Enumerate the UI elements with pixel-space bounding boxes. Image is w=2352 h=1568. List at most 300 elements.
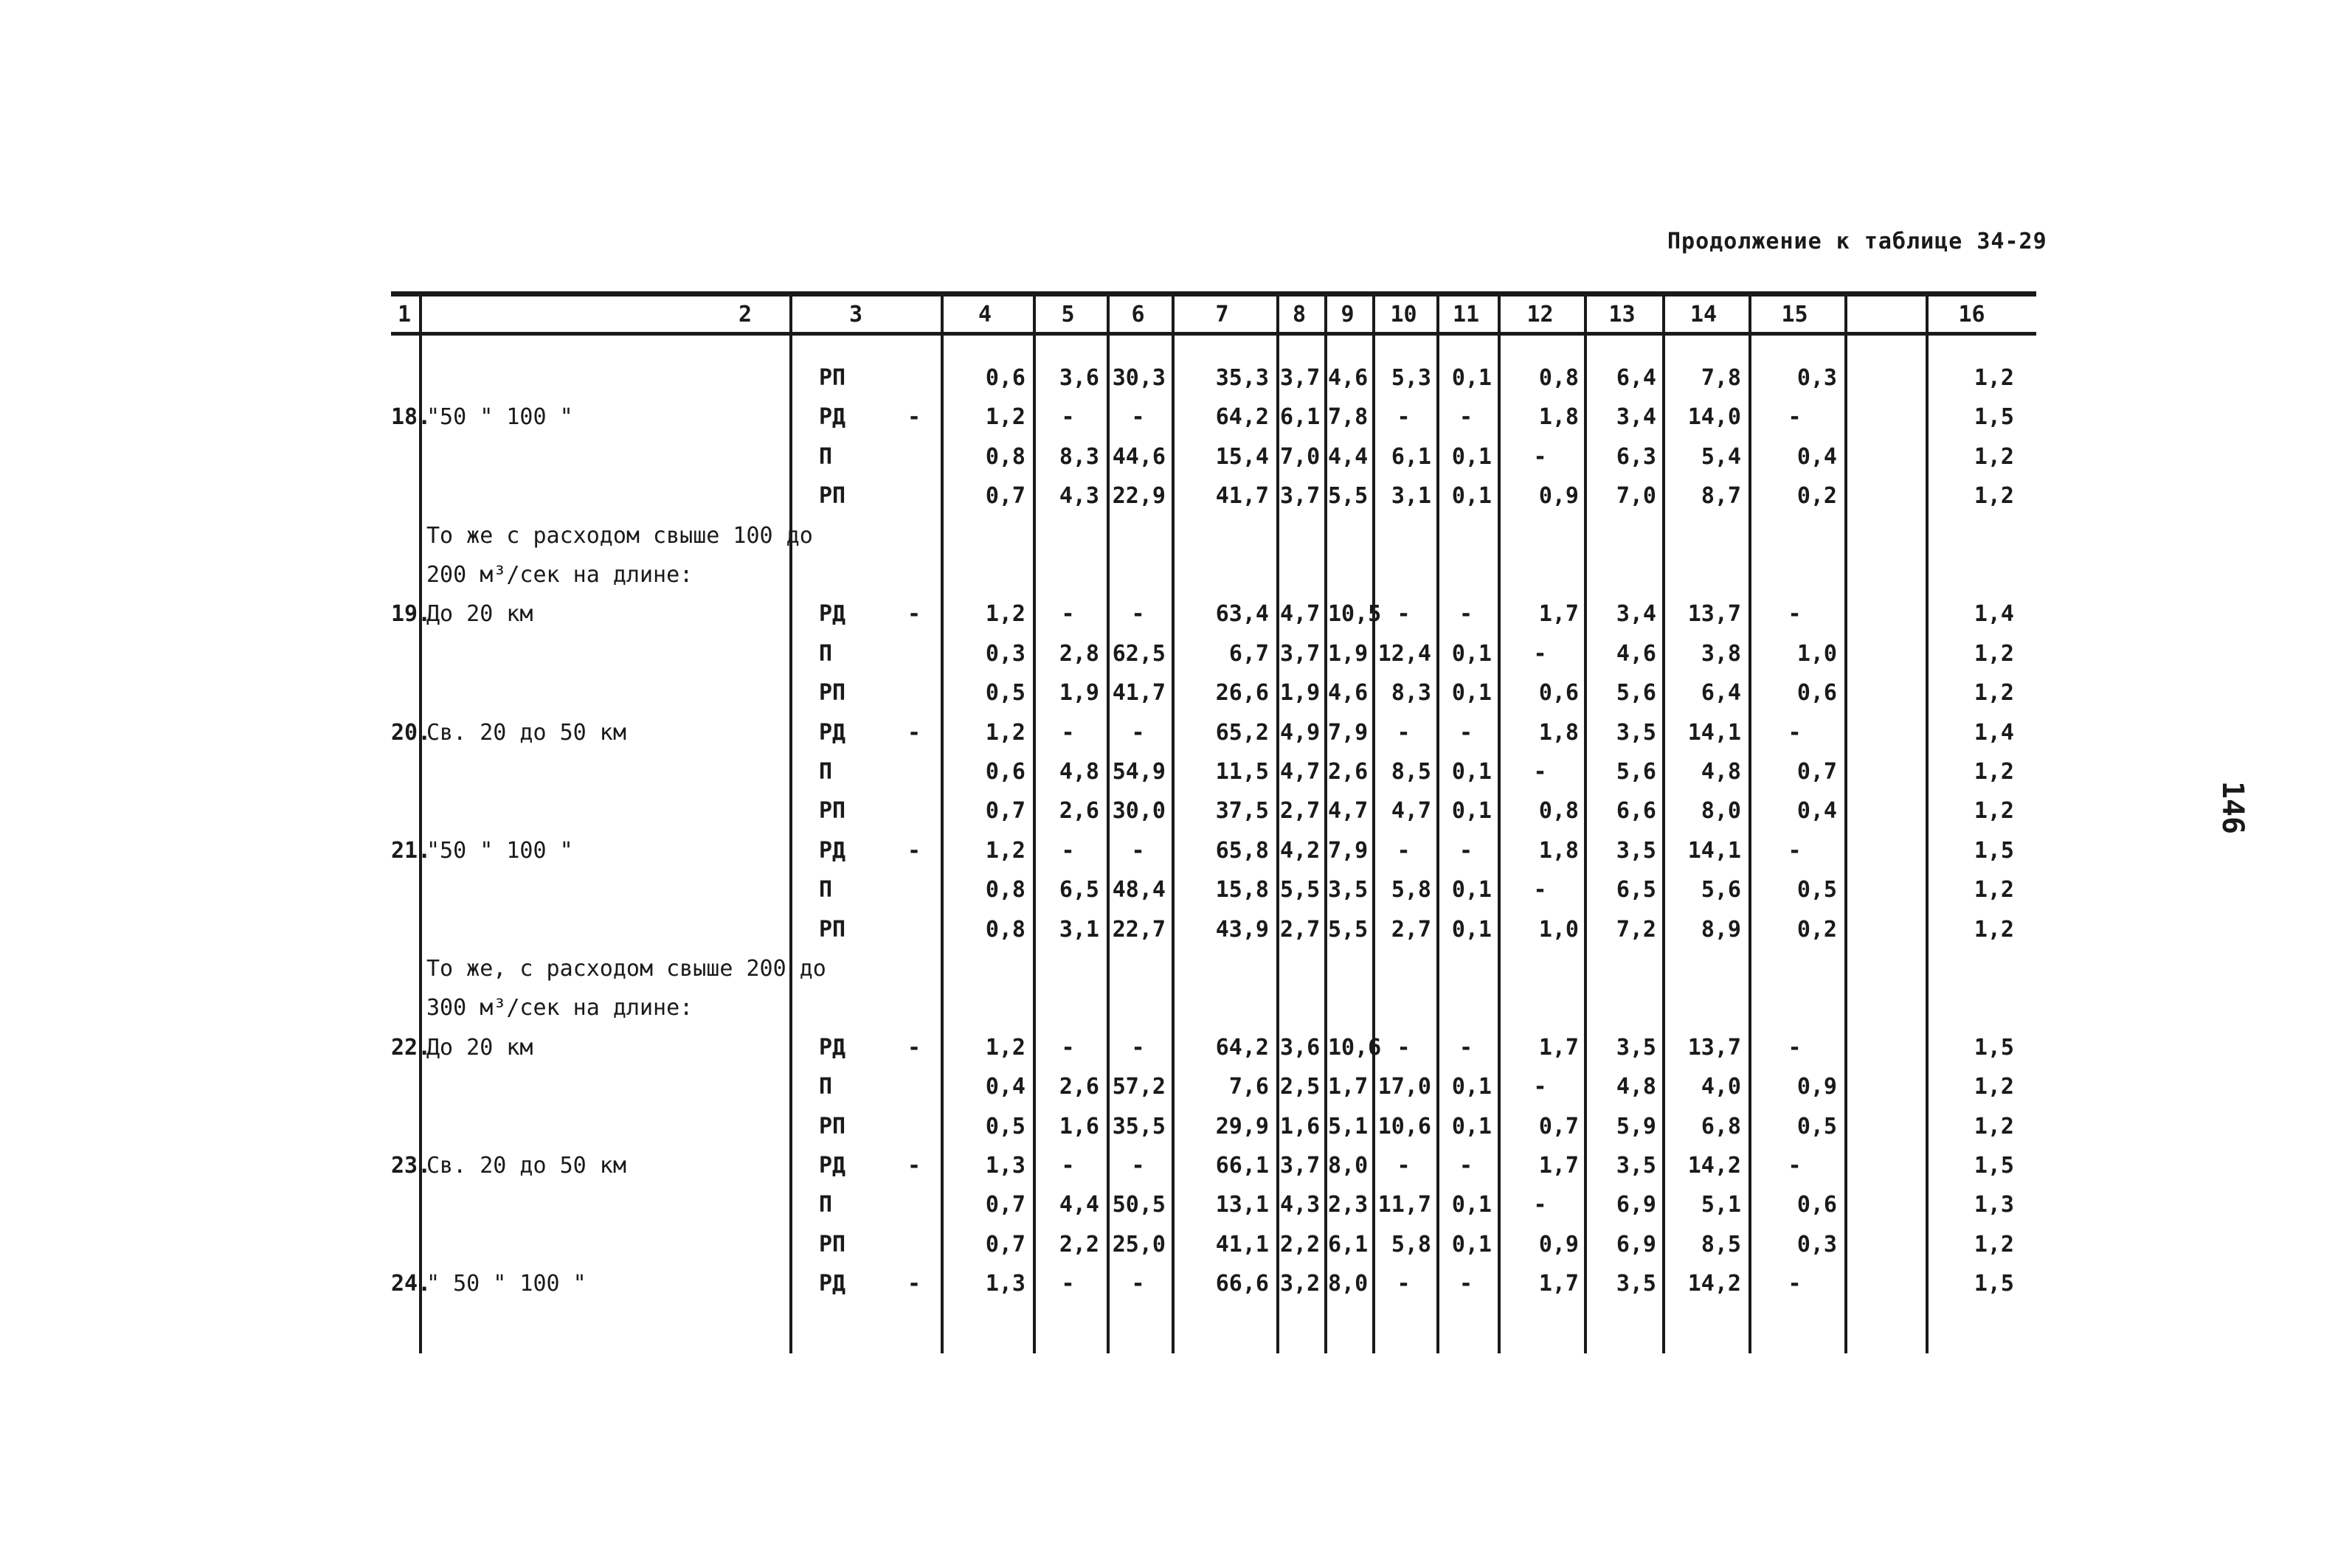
table-cell: 8,3 bbox=[1391, 680, 1431, 707]
table-cell: 6,9 bbox=[1616, 1231, 1656, 1257]
table-cell: 48,4 bbox=[1112, 877, 1166, 903]
table-cell: - bbox=[1459, 1034, 1473, 1061]
table-cell: 8,0 bbox=[1328, 1153, 1369, 1179]
table-cell: 22,9 bbox=[1112, 483, 1166, 510]
table-cell: 0,3 bbox=[1796, 1231, 1837, 1257]
table-cell: 10,6 bbox=[1377, 1113, 1431, 1139]
table-cell: 0,1 bbox=[1451, 1192, 1492, 1218]
table-cell: 0,5 bbox=[985, 680, 1025, 707]
table-cell: 1,9 bbox=[1328, 640, 1369, 667]
table-cell: 1,7 bbox=[1328, 1074, 1369, 1100]
type-dash: - bbox=[907, 404, 921, 431]
table-cell: 8,0 bbox=[1328, 1271, 1369, 1297]
table-cell: 0,2 bbox=[1796, 916, 1837, 943]
structure-type: РД bbox=[819, 719, 846, 746]
table-cell: 0,9 bbox=[1538, 483, 1579, 510]
table-cell: 8,9 bbox=[1701, 916, 1741, 943]
table-cell: 1,2 bbox=[1974, 877, 2014, 903]
table-cell: - bbox=[1459, 1153, 1473, 1179]
table-cell: 35,5 bbox=[1112, 1113, 1166, 1139]
table-cell: 1,5 bbox=[1974, 1271, 2014, 1297]
table-cell: 3,7 bbox=[1280, 483, 1321, 510]
table-cell: 0,1 bbox=[1451, 798, 1492, 825]
table-row bbox=[391, 917, 2036, 946]
table-cell: 1,2 bbox=[985, 1034, 1025, 1061]
table-cell: 8,5 bbox=[1391, 759, 1431, 785]
table-row bbox=[391, 1192, 2036, 1221]
table-cell: 3,1 bbox=[1391, 483, 1431, 510]
table-cell: 2,2 bbox=[1059, 1231, 1099, 1257]
table-cell: 2,3 bbox=[1328, 1192, 1369, 1218]
table-cell: 0,1 bbox=[1451, 916, 1492, 943]
table-cell: 6,9 bbox=[1616, 1192, 1656, 1218]
table-cell: 35,3 bbox=[1215, 365, 1269, 391]
table-cell: 37,5 bbox=[1215, 798, 1269, 825]
table-cell: 2,7 bbox=[1280, 798, 1321, 825]
table-cell: 1,9 bbox=[1280, 680, 1321, 707]
table-cell: 0,7 bbox=[1538, 1113, 1579, 1139]
table-row bbox=[391, 877, 2036, 906]
row-number: 21. bbox=[391, 837, 432, 864]
table-cell: 0,6 bbox=[985, 365, 1025, 391]
table-row bbox=[391, 365, 2036, 395]
table-cell: 3,5 bbox=[1616, 719, 1656, 746]
table-cell: - bbox=[1061, 601, 1075, 628]
table-cell: 5,6 bbox=[1616, 680, 1656, 707]
table-cell: 1,3 bbox=[1974, 1192, 2014, 1218]
table-cell: 0,7 bbox=[985, 1231, 1025, 1257]
table-cell: 3,4 bbox=[1616, 601, 1656, 628]
table-row bbox=[391, 404, 2036, 434]
row-label: "50 " 100 " bbox=[426, 404, 573, 431]
column-header: 12 bbox=[1526, 302, 1554, 327]
structure-type: П bbox=[819, 759, 833, 785]
table-cell: - bbox=[1131, 1271, 1145, 1297]
table-cell: - bbox=[1533, 877, 1547, 903]
table-cell: - bbox=[1061, 719, 1075, 746]
table-cell: - bbox=[1061, 1034, 1075, 1061]
table-cell: 62,5 bbox=[1112, 640, 1166, 667]
table-cell: 0,4 bbox=[1796, 443, 1837, 470]
table-cell: 0,1 bbox=[1451, 443, 1492, 470]
table-cell: 1,2 bbox=[1974, 798, 2014, 825]
table-cell: 1,7 bbox=[1538, 601, 1579, 628]
structure-type: РП bbox=[819, 680, 846, 707]
table-cell: 54,9 bbox=[1112, 759, 1166, 785]
table-cell: 0,6 bbox=[1538, 680, 1579, 707]
table-cell: 4,7 bbox=[1280, 601, 1321, 628]
table-cell: 1,4 bbox=[1974, 601, 2014, 628]
table-cell: 2,8 bbox=[1059, 640, 1099, 667]
table-cell: 6,1 bbox=[1280, 404, 1321, 431]
structure-type: РП bbox=[819, 916, 846, 943]
table-cell: 1,8 bbox=[1538, 837, 1579, 864]
table-cell: - bbox=[1397, 837, 1411, 864]
table-cell: 0,3 bbox=[985, 640, 1025, 667]
table-cell: - bbox=[1459, 837, 1473, 864]
column-header: 13 bbox=[1608, 302, 1636, 327]
header-rule bbox=[391, 332, 2036, 336]
table-cell: 5,1 bbox=[1328, 1113, 1369, 1139]
table-cell: 2,6 bbox=[1328, 759, 1369, 785]
table-cell: 7,6 bbox=[1228, 1074, 1269, 1100]
table-cell: 1,7 bbox=[1538, 1153, 1579, 1179]
column-header: 4 bbox=[978, 302, 992, 327]
column-header: 3 bbox=[848, 302, 863, 327]
table-cell: 15,4 bbox=[1215, 443, 1269, 470]
type-dash: - bbox=[907, 837, 921, 864]
table-cell: 6,8 bbox=[1701, 1113, 1741, 1139]
table-cell: 1,7 bbox=[1538, 1271, 1579, 1297]
table-cell: 64,2 bbox=[1215, 404, 1269, 431]
table-cell: 0,9 bbox=[1796, 1074, 1837, 1100]
row-number: 20. bbox=[391, 719, 432, 746]
structure-type: РД bbox=[819, 1034, 846, 1061]
row-label: " 50 " 100 " bbox=[426, 1271, 587, 1297]
column-header: 8 bbox=[1292, 302, 1307, 327]
table-row bbox=[391, 680, 2036, 710]
table-cell: 8,0 bbox=[1701, 798, 1741, 825]
table-cell: 0,1 bbox=[1451, 1113, 1492, 1139]
structure-type: РД bbox=[819, 837, 846, 864]
table-cell: 14,1 bbox=[1687, 837, 1741, 864]
table-row bbox=[391, 641, 2036, 670]
table-cell: 14,0 bbox=[1687, 404, 1741, 431]
table-cell: - bbox=[1397, 404, 1411, 431]
column-header: 7 bbox=[1215, 302, 1229, 327]
table-cell: 2,7 bbox=[1391, 916, 1431, 943]
table-row bbox=[391, 759, 2036, 788]
table-cell: 3,5 bbox=[1616, 1153, 1656, 1179]
structure-type: П bbox=[819, 640, 833, 667]
table-row bbox=[391, 838, 2036, 867]
row-label: 200 м³/сек на длине: bbox=[426, 562, 694, 588]
data-table bbox=[391, 291, 2036, 1353]
column-header: 10 bbox=[1390, 302, 1417, 327]
table-cell: - bbox=[1459, 1271, 1473, 1297]
table-cell: 0,7 bbox=[1796, 759, 1837, 785]
table-cell: 0,5 bbox=[1796, 1113, 1837, 1139]
type-dash: - bbox=[907, 1153, 921, 1179]
table-cell: 5,6 bbox=[1616, 759, 1656, 785]
table-row bbox=[391, 1074, 2036, 1103]
table-cell: 0,4 bbox=[985, 1074, 1025, 1100]
table-cell: - bbox=[1061, 837, 1075, 864]
table-cell: 66,6 bbox=[1215, 1271, 1269, 1297]
table-cell: 4,6 bbox=[1328, 365, 1369, 391]
structure-type: РП bbox=[819, 1113, 846, 1139]
table-cell: 4,7 bbox=[1391, 798, 1431, 825]
table-cell: - bbox=[1131, 1034, 1145, 1061]
table-cell: - bbox=[1397, 719, 1411, 746]
table-cell: 64,2 bbox=[1215, 1034, 1269, 1061]
structure-type: П bbox=[819, 443, 833, 470]
table-cell: 11,7 bbox=[1377, 1192, 1431, 1218]
structure-type: РП bbox=[819, 798, 846, 825]
table-cell: 3,4 bbox=[1616, 404, 1656, 431]
table-cell: 4,3 bbox=[1059, 483, 1099, 510]
table-cell: 6,5 bbox=[1616, 877, 1656, 903]
table-cell: 3,6 bbox=[1280, 1034, 1321, 1061]
table-cell: 1,3 bbox=[985, 1271, 1025, 1297]
table-cell: 7,9 bbox=[1328, 719, 1369, 746]
structure-type: РП bbox=[819, 365, 846, 391]
row-label: Св. 20 до 50 км bbox=[426, 719, 626, 746]
table-cell: 8,5 bbox=[1701, 1231, 1741, 1257]
row-label: То же, с расходом свыше 200 до bbox=[426, 956, 826, 982]
structure-type: РП bbox=[819, 483, 846, 510]
table-cell: 7,8 bbox=[1328, 404, 1369, 431]
table-cell: 7,9 bbox=[1328, 837, 1369, 864]
table-cell: - bbox=[1131, 1153, 1145, 1179]
table-cell: 25,0 bbox=[1112, 1231, 1166, 1257]
table-cell: 0,7 bbox=[985, 1192, 1025, 1218]
table-cell: - bbox=[1533, 1192, 1547, 1218]
table-cell: - bbox=[1788, 404, 1802, 431]
table-cell: - bbox=[1061, 404, 1075, 431]
table-cell: 7,0 bbox=[1616, 483, 1656, 510]
table-cell: 8,3 bbox=[1059, 443, 1099, 470]
table-cell: 1,2 bbox=[1974, 1231, 2014, 1257]
table-row bbox=[391, 523, 2036, 552]
table-cell: 22,7 bbox=[1112, 916, 1166, 943]
table-row bbox=[391, 601, 2036, 631]
row-label: До 20 км bbox=[426, 601, 533, 628]
table-cell: 10,5 bbox=[1328, 601, 1382, 628]
table-cell: 0,5 bbox=[985, 1113, 1025, 1139]
table-cell: 66,1 bbox=[1215, 1153, 1269, 1179]
table-cell: 1,5 bbox=[1974, 404, 2014, 431]
table-cell: 5,5 bbox=[1328, 916, 1369, 943]
table-cell: 1,2 bbox=[1974, 365, 2014, 391]
table-cell: 3,8 bbox=[1701, 640, 1741, 667]
table-cell: 8,7 bbox=[1701, 483, 1741, 510]
structure-type: РД bbox=[819, 601, 846, 628]
table-cell: 13,1 bbox=[1215, 1192, 1269, 1218]
table-cell: 1,6 bbox=[1280, 1113, 1321, 1139]
table-cell: 3,6 bbox=[1059, 365, 1099, 391]
structure-type: РП bbox=[819, 1231, 846, 1257]
table-cell: 1,2 bbox=[1974, 1074, 2014, 1100]
table-cell: 5,8 bbox=[1391, 1231, 1431, 1257]
row-number: 19. bbox=[391, 601, 432, 628]
page-number: 146 bbox=[2216, 780, 2250, 835]
structure-type: П bbox=[819, 877, 833, 903]
table-cell: 14,2 bbox=[1687, 1271, 1741, 1297]
table-row bbox=[391, 1035, 2036, 1064]
table-cell: 11,5 bbox=[1215, 759, 1269, 785]
table-cell: 30,3 bbox=[1112, 365, 1166, 391]
structure-type: РД bbox=[819, 404, 846, 431]
table-row bbox=[391, 995, 2036, 1024]
table-cell: 0,1 bbox=[1451, 483, 1492, 510]
table-cell: 63,4 bbox=[1215, 601, 1269, 628]
table-cell: 26,6 bbox=[1215, 680, 1269, 707]
table-cell: 1,2 bbox=[1974, 443, 2014, 470]
row-label: "50 " 100 " bbox=[426, 837, 573, 864]
table-top-rule bbox=[391, 291, 2036, 296]
table-cell: 4,7 bbox=[1328, 798, 1369, 825]
table-cell: 6,1 bbox=[1328, 1231, 1369, 1257]
table-cell: 65,8 bbox=[1215, 837, 1269, 864]
table-cell: 30,0 bbox=[1112, 798, 1166, 825]
table-row bbox=[391, 483, 2036, 513]
table-cell: 0,8 bbox=[985, 443, 1025, 470]
table-cell: 2,6 bbox=[1059, 798, 1099, 825]
table-cell: 1,2 bbox=[1974, 483, 2014, 510]
table-cell: 7,0 bbox=[1280, 443, 1321, 470]
table-cell: 0,8 bbox=[985, 916, 1025, 943]
column-header: 14 bbox=[1689, 302, 1718, 327]
table-cell: 0,1 bbox=[1451, 877, 1492, 903]
table-cell: 1,5 bbox=[1974, 1153, 2014, 1179]
table-cell: 0,1 bbox=[1451, 680, 1492, 707]
type-dash: - bbox=[907, 1271, 921, 1297]
table-cell: 7,8 bbox=[1701, 365, 1741, 391]
table-cell: 5,4 bbox=[1701, 443, 1741, 470]
table-cell: - bbox=[1788, 601, 1802, 628]
table-cell: - bbox=[1459, 719, 1473, 746]
table-cell: 43,9 bbox=[1215, 916, 1269, 943]
table-cell: 0,1 bbox=[1451, 365, 1492, 391]
table-cell: 4,0 bbox=[1701, 1074, 1741, 1100]
table-cell: - bbox=[1131, 837, 1145, 864]
table-cell: 2,7 bbox=[1280, 916, 1321, 943]
table-cell: 3,5 bbox=[1328, 877, 1369, 903]
table-cell: 1,2 bbox=[1974, 640, 2014, 667]
row-number: 23. bbox=[391, 1153, 432, 1179]
table-cell: 3,7 bbox=[1280, 365, 1321, 391]
table-row bbox=[391, 1114, 2036, 1143]
table-row bbox=[391, 1232, 2036, 1261]
row-label: 300 м³/сек на длине: bbox=[426, 995, 694, 1021]
table-cell: 2,6 bbox=[1059, 1074, 1099, 1100]
table-cell: 12,4 bbox=[1377, 640, 1431, 667]
table-cell: 5,6 bbox=[1701, 877, 1741, 903]
table-cell: 0,9 bbox=[1538, 1231, 1579, 1257]
table-cell: 5,3 bbox=[1391, 365, 1431, 391]
table-row bbox=[391, 1153, 2036, 1182]
table-cell: 3,5 bbox=[1616, 1271, 1656, 1297]
table-cell: 41,7 bbox=[1215, 483, 1269, 510]
table-caption: Продолжение к таблице 34-29 bbox=[1667, 229, 2047, 254]
table-cell: - bbox=[1788, 837, 1802, 864]
table-cell: 3,5 bbox=[1616, 837, 1656, 864]
table-cell: 1,4 bbox=[1974, 719, 2014, 746]
table-cell: 0,1 bbox=[1451, 1231, 1492, 1257]
table-cell: 2,5 bbox=[1280, 1074, 1321, 1100]
table-cell: 1,5 bbox=[1974, 1034, 2014, 1061]
table-cell: 4,8 bbox=[1701, 759, 1741, 785]
table-row bbox=[391, 956, 2036, 985]
table-cell: - bbox=[1459, 404, 1473, 431]
column-header: 16 bbox=[1958, 302, 1985, 327]
table-cell: 1,8 bbox=[1538, 719, 1579, 746]
table-cell: 1,2 bbox=[1974, 1113, 2014, 1139]
column-header: 5 bbox=[1061, 302, 1075, 327]
table-cell: 57,2 bbox=[1112, 1074, 1166, 1100]
table-cell: 4,8 bbox=[1616, 1074, 1656, 1100]
table-cell: 4,4 bbox=[1328, 443, 1369, 470]
table-cell: 1,0 bbox=[1538, 916, 1579, 943]
table-cell: 6,1 bbox=[1391, 443, 1431, 470]
table-cell: 44,6 bbox=[1112, 443, 1166, 470]
table-cell: 6,3 bbox=[1616, 443, 1656, 470]
table-cell: 3,2 bbox=[1280, 1271, 1321, 1297]
table-cell: 0,8 bbox=[1538, 798, 1579, 825]
table-cell: 4,6 bbox=[1328, 680, 1369, 707]
table-cell: 0,8 bbox=[1538, 365, 1579, 391]
table-row bbox=[391, 444, 2036, 473]
table-cell: 41,1 bbox=[1215, 1231, 1269, 1257]
table-cell: 0,5 bbox=[1796, 877, 1837, 903]
table-cell: 17,0 bbox=[1377, 1074, 1431, 1100]
table-cell: - bbox=[1533, 1074, 1547, 1100]
column-header: 15 bbox=[1781, 302, 1808, 327]
table-cell: 1,2 bbox=[1974, 916, 2014, 943]
column-header: 2 bbox=[738, 302, 753, 327]
table-cell: - bbox=[1788, 1271, 1802, 1297]
table-row bbox=[391, 1271, 2036, 1300]
table-row bbox=[391, 562, 2036, 592]
table-cell: - bbox=[1397, 601, 1411, 628]
table-cell: 1,8 bbox=[1538, 404, 1579, 431]
table-cell: - bbox=[1397, 1034, 1411, 1061]
table-cell: 3,7 bbox=[1280, 1153, 1321, 1179]
table-cell: 14,1 bbox=[1687, 719, 1741, 746]
table-cell: 2,2 bbox=[1280, 1231, 1321, 1257]
table-cell: 15,8 bbox=[1215, 877, 1269, 903]
table-cell: 4,2 bbox=[1280, 837, 1321, 864]
table-cell: 1,7 bbox=[1538, 1034, 1579, 1061]
table-cell: 10,6 bbox=[1328, 1034, 1382, 1061]
table-cell: 0,8 bbox=[985, 877, 1025, 903]
table-cell: 3,5 bbox=[1616, 1034, 1656, 1061]
table-cell: - bbox=[1533, 759, 1547, 785]
structure-type: РД bbox=[819, 1153, 846, 1179]
table-cell: 3,1 bbox=[1059, 916, 1099, 943]
table-cell: 14,2 bbox=[1687, 1153, 1741, 1179]
table-cell: 1,2 bbox=[985, 719, 1025, 746]
table-cell: 5,1 bbox=[1701, 1192, 1741, 1218]
table-cell: - bbox=[1788, 1153, 1802, 1179]
table-cell: 29,9 bbox=[1215, 1113, 1269, 1139]
structure-type: РД bbox=[819, 1271, 846, 1297]
table-cell: 41,7 bbox=[1112, 680, 1166, 707]
table-cell: 0,6 bbox=[1796, 1192, 1837, 1218]
table-cell: 1,2 bbox=[1974, 759, 2014, 785]
table-cell: 4,3 bbox=[1280, 1192, 1321, 1218]
table-cell: 0,2 bbox=[1796, 483, 1837, 510]
table-cell: 6,4 bbox=[1701, 680, 1741, 707]
table-cell: 0,7 bbox=[985, 798, 1025, 825]
table-cell: 4,6 bbox=[1616, 640, 1656, 667]
row-label: То же с расходом свыше 100 до bbox=[426, 522, 813, 549]
table-cell: 4,7 bbox=[1280, 759, 1321, 785]
table-cell: 4,4 bbox=[1059, 1192, 1099, 1218]
table-cell: 3,7 bbox=[1280, 640, 1321, 667]
type-dash: - bbox=[907, 1034, 921, 1061]
table-cell: 4,9 bbox=[1280, 719, 1321, 746]
table-cell: 0,1 bbox=[1451, 759, 1492, 785]
table-cell: - bbox=[1533, 640, 1547, 667]
table-cell: 1,0 bbox=[1796, 640, 1837, 667]
table-cell: - bbox=[1397, 1271, 1411, 1297]
row-number: 22. bbox=[391, 1034, 432, 1061]
table-cell: 13,7 bbox=[1687, 1034, 1741, 1061]
type-dash: - bbox=[907, 601, 921, 628]
table-cell: - bbox=[1061, 1271, 1075, 1297]
